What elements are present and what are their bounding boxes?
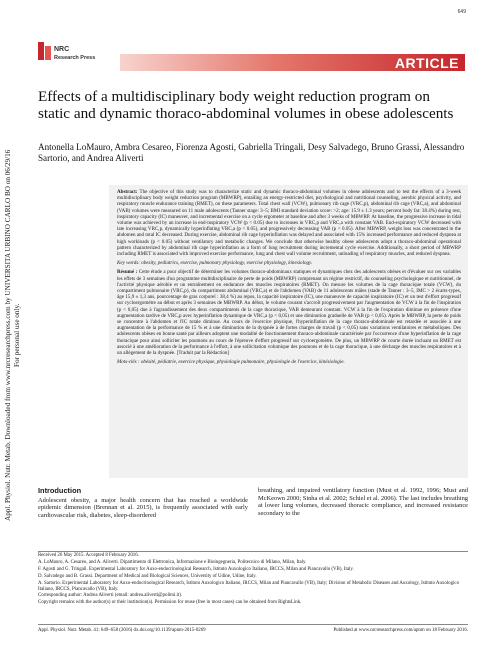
download-notice-line1: Appl. Physiol. Nutr. Metab. Downloaded from www.nrcresearchpress.com by UNIVERSITA URBINO CARLO BO on 06/29/16 — [4, 149, 12, 521]
publisher-name-line1: NRC — [54, 46, 70, 53]
resume-paragraph — [117, 269, 461, 356]
abstract-text: The objective of this study was to characterize static and dynamic thoraco-abdominal volumes in obese adolescents and to test the effects of a 3-week multidisciplinary body weight reduction program (MBWRP), entailing an energy-restricted diet, psychological and nutritional counseling, aerobic physical activity, and respiratory muscle endurance training (RMET), on these parameters. Total chest wall (VCW), pulmonary rib cage (VRC,p), abdominal rib cage (VRC,a), and abdominal (VAB) volumes were measured on 11 male adolescents (Tanner stage: 3–5; BMI standard deviation score: >2; age: 15.9 ± 1.3 years; percent body fat: 38.4%) during rest, inspiratory capacity (IC) maneuver, and incremental exercise on a cycle ergometer at baseline and after 3 weeks of MBWRP. At baseline, the progressive increase in tidal volume was achieved by an increase in end-inspiratory VCW (p < 0.05) due to increases in VRC,p and VRC,a with constant VAB. End-expiratory VCW decreased with late increasing VRC,p, dynamically hyperinflating VRC,a (p < 0.05), and progressively decreasing VAB (p < 0.05). After MBWRP, weight loss was concentrated in the abdomen and total IC decreased. During exercise, abdominal rib cage hyperinflation was delayed and associated with 15% increased performance and reduced dyspnea at high workloads (p < 0.05) without ventilatory and metabolic changes. We conclude that otherwise healthy obese adolescents adopt a thoraco-abdominal operational pattern characterized by abdominal rib cage hyperinflation as a form of lung recruitment during incremental cycle exercise. Additionally, a short period of MBWRP including RMET is associated with improved exercise performance, lung and chest wall volume recruitment, unloading of respiratory muscles, and reduced dyspnea. — [117, 189, 461, 258]
intro-text-right: breathing, and impaired ventilatory function (Must et al. 1992, 1996; Must and McKeown 2000; Sinha et al. 2002; Schiel et al. 2006). The last includes breathing at lower lung volumes, decreased thoracic compliance, and increased resistance secondary to the — [258, 487, 468, 517]
motscles-paragraph — [117, 359, 461, 365]
intro-heading: Introduction — [38, 486, 82, 495]
copyright-line: Copyright remains with the author(s) or their institution(s). Permission for reuse (free in most cases) can be obtained from RightsLink. — [38, 600, 302, 606]
keywords-text: obesity, pediatrics, exercise, pulmonary physiology, exercise physiology, kinesiology. — [141, 260, 313, 267]
download-notice — [4, 110, 22, 560]
corresponding-author: Corresponding author: Andrea Aliverti (email: andrea.aliverti@polimi.it). — [38, 593, 183, 599]
resume-label: Résumé : — [117, 269, 138, 276]
received-line: Received 26 May 2015. Accepted 8 February 2016. — [38, 553, 139, 558]
author-list: Antonella LoMauro, Ambra Cesareo, Fiorenza Agosti, Gabriella Tringali, Desy Salvadego, Bruno Grassi, Alessandro Sartorio, and Andrea Aliverti — [38, 142, 465, 163]
published-line: Published at www.nrcresearchpress.com/apnm on 18 February 2016. — [333, 628, 468, 633]
footer-divider — [38, 624, 468, 625]
abstract-paragraph — [117, 189, 461, 257]
affiliation-1: A. LoMauro, A. Cesareo, and A. Aliverti. Dipartimento di Elettronica, Informazione e Bioingegneria, Politecnico di Milano, Milan, Italy. — [38, 559, 307, 565]
nrc-logo-icon — [38, 42, 52, 60]
keywords-label: Key words: — [117, 260, 140, 267]
abstract-box — [109, 185, 468, 478]
footnote-divider — [38, 551, 468, 552]
keywords-paragraph — [117, 260, 461, 266]
publisher-logo — [38, 40, 118, 70]
intro-column-right — [258, 487, 468, 517]
affiliation-4: A. Sartorio. Experimental Laboratory for Auxo-endocrinological Research, Istituto Auxologico Italiano, IRCCS, Milan and Piancavallo (VB), Italy; Division of Metabolic Diseases and Auxology, Istituto Auxologico Italiano, IRCCS, Piancavallo (VB), Italy. — [38, 580, 460, 592]
motscles-label: Mots-clés : — [117, 359, 140, 366]
intro-column-left — [38, 487, 248, 519]
article-type-label: ARTICLE — [394, 55, 459, 71]
article-title: Effects of a multidisciplinary body weight reduction program on static and dynamic thoraco-abdominal volumes in obese adolescents — [38, 88, 454, 122]
intro-text-left: Adolescent obesity, a major health concern that has reached a worldwide epidemic dimension (Brennan et al. 2015), is frequently associated with early cardiovascular risk, diabetes, sleep-disordered — [38, 496, 248, 519]
article-type-banner — [120, 54, 465, 71]
resume-text: Cette étude a pour objectif de déterminer les volumes thoraco-abdominaux statiques et dynamiques chez des adolescents obèses et d'évaluer sur ces variables les effets de 3 semaines d'un programme multidisciplinaire de perte de poids (MBWRP) comprenant un régime restrictif, du counseling psychologique et nutritionnel, de l'activité physique aérobie et un entraînement en endurance des muscles respiratoires (RMET). On mesure les volumes de la cage thoracique totale (VCW), du compartiment pulmonaire (VRC,p), du compartiment abdominal (VRC,a) et de l'abdomen (VAB) de 11 adolescents mâles (stade de Tanner : 3–5, IMC > 2 écarts-types, âge 15,9 ± 1,3 ans, pourcentage de gras corporel : 38,4 %) au repos, la capacité inspiratoire (IC), une manœuvre de capacité inspiratoire (IC) et un test d'effort progressif sur cycloergomètre au début et après 3 semaines de MBWRP. Au début, le volume courant s'accroît progressivement par l'augmentation de VCW à la fin de l'inspiration (p < 0,05) due à l'agrandissement des deux compartiments de la cage thoracique, VAB demeurant constant. VCW à la fin de l'expiration diminue en présence d'une augmentation tardive de VRC,p avec hyperinflation dynamique de VRC,a (p < 0,05) et une diminution graduelle de VAB (p < 0,05). Après le MBWRP, la perte de poids se concentre à l'abdomen et l'IC totale diminue. Au cours de l'exercice physique, l'hyperinflation de la cage thoraco-abdominale est retardée et associée à une augmentation de la performance de 15 % et à une diminution de la dyspnée à de fortes charges de travail (p < 0,05) sans variations ventilatoires et métaboliques. Des adolescents obèses en bonne santé par ailleurs adoptent une modalité de fonctionnement thoraco-abdominale caractérisée par l'occurrence d'une hyperinflation de la cage thoracique pour ainsi solliciter les poumons au cours de l'épreuve d'effort progressif sur cycloergomètre. De plus, un MBWRP de courte durée incluant un RMET est associé à une amélioration de la performance à l'effort, à une sollicitation volumique des poumons et de la cage thoracique, à une décharge des muscles respiratoires et à un allègement de la dyspnée. [Traduit par la Rédaction] — [117, 269, 461, 357]
footnotes — [38, 553, 468, 607]
affiliation-3: D. Salvadego and B. Grassi. Department of Medical and Biological Sciences, University of Udine, Udine, Italy. — [38, 573, 257, 579]
download-notice-line2: For personal use only. — [13, 303, 21, 367]
motscles-text: obésité, pédiatrie, exercice physique, physiologie pulmonaire, physiologie de l'exercice, kinésiologie. — [140, 359, 345, 366]
page-number: 649 — [457, 9, 466, 15]
citation-line: Appl. Physiol. Nutr. Metab. 41: 649–658 (2016) dx.doi.org/10.1139/apnm-2015-0269 — [38, 628, 206, 633]
affiliation-2: F. Agosti and G. Tringali. Experimental Laboratory for Auxo-endocrinological Research, Istituto Auxologico Italiano, IRCCS, Milan and Piancavallo (VB), Italy. — [38, 566, 354, 572]
abstract-label: Abstract: — [117, 189, 138, 195]
publisher-name-line2: Research Press — [54, 55, 96, 61]
